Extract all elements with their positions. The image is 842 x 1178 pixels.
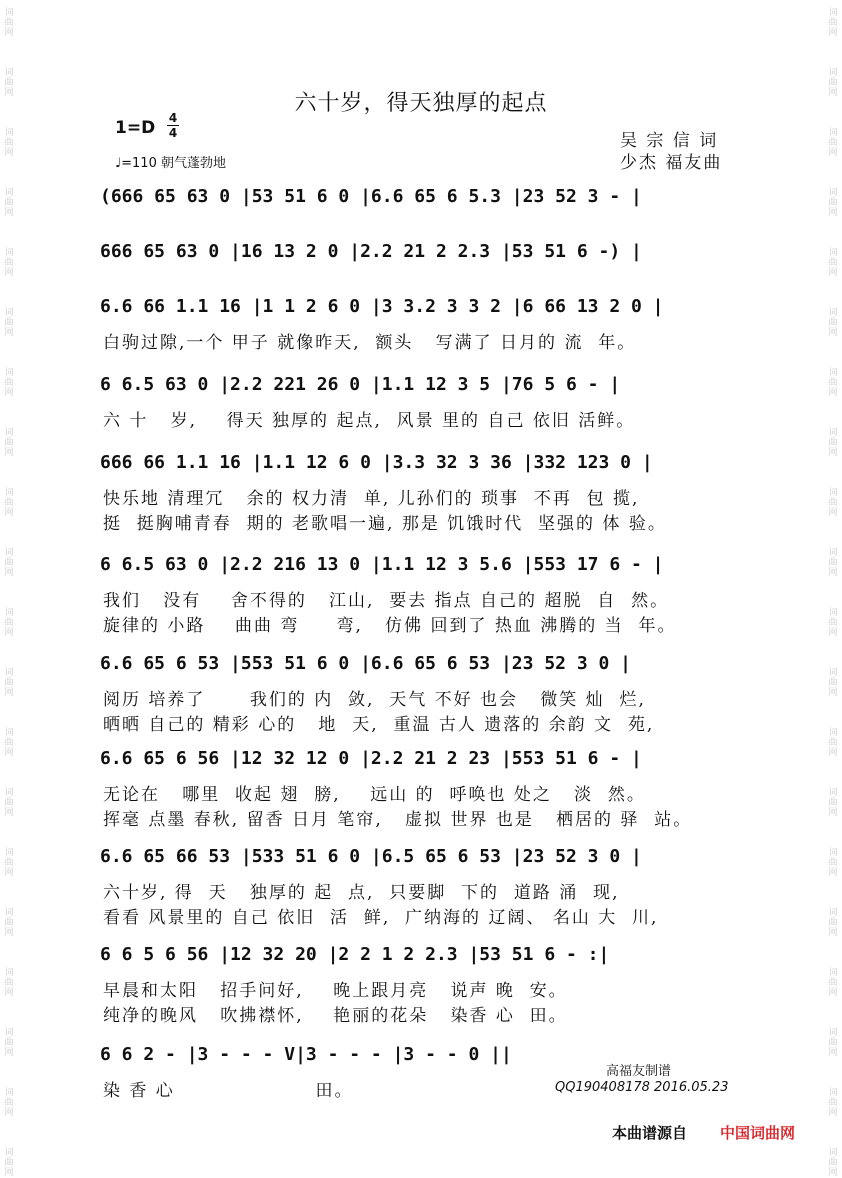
notation-line-6: 6 6.5 63 0 |2.2 216 13 0 |1.1 12 3 5.6 |553 17 6 - | (100, 554, 664, 575)
watermark-text: 词 曲 网 (4, 1028, 14, 1058)
notation-line-11: 6 6 2 - |3 - - - V|3 - - - |3 - - 0 || (100, 1044, 512, 1065)
watermark-text: 词 曲 网 (828, 188, 838, 218)
notation-maker: 高福友制谱 (606, 1064, 672, 1079)
watermark-text: 词 曲 网 (828, 68, 838, 98)
lyric-line-7-2: 晒晒 自己的 精彩 心的 地 天, 重温 古人 遗落的 余韵 文 苑, (103, 715, 655, 735)
lyricist-credit: 吴 宗 信 词 (620, 131, 719, 151)
lyric-line-11-1: 染 香 心 田。 (103, 1081, 354, 1101)
watermark-text: 词 曲 网 (4, 488, 14, 518)
lyric-line-8-1: 无论在 哪里 收起 翅 膀, 远山 的 呼唤也 处之 淡 然。 (103, 785, 646, 805)
lyric-line-10-2: 纯净的晚风 吹拂襟怀, 艳丽的花朵 染香 心 田。 (103, 1006, 568, 1026)
watermark-text: 词 曲 网 (828, 488, 838, 518)
watermark-text: 词 曲 网 (828, 8, 838, 38)
lyric-line-9-1: 六十岁, 得 天 独厚的 起 点, 只要脚 下的 道路 涌 现, (103, 883, 620, 903)
watermark-text: 词 曲 网 (4, 908, 14, 938)
watermark-text: 词 曲 网 (4, 188, 14, 218)
watermark-text: 词 曲 网 (828, 548, 838, 578)
watermark-text: 词 曲 网 (828, 248, 838, 278)
watermark-text: 词 曲 网 (4, 428, 14, 458)
tempo-marking: ♩=110 朝气蓬勃地 (115, 156, 226, 171)
lyric-line-4-1: 六 十 岁, 得天 独厚的 起点, 风景 里的 自己 依旧 活鲜。 (103, 411, 636, 431)
source-label: 本曲谱源自 (612, 1124, 688, 1142)
watermark-text: 词 曲 网 (828, 1148, 838, 1178)
notation-line-2: 666 65 63 0 |16 13 2 0 |2.2 21 2 2.3 |53 51 6 -) | (100, 241, 642, 262)
watermark-text: 词 曲 网 (828, 608, 838, 638)
watermark-text: 词 曲 网 (4, 368, 14, 398)
watermark-text: 词 曲 网 (4, 788, 14, 818)
time-signature-top: 4 (168, 111, 178, 125)
watermark-text: 词 曲 网 (828, 788, 838, 818)
composer-credit: 少杰 福友曲 (620, 153, 723, 173)
watermark-text: 词 曲 网 (4, 668, 14, 698)
lyric-line-5-1: 快乐地 清理冗 余的 权力清 单, 儿孙们的 琐事 不再 包 揽, (103, 489, 640, 509)
watermark-text: 词 曲 网 (4, 8, 14, 38)
watermark-text: 词 曲 网 (4, 968, 14, 998)
time-signature-bottom: 4 (168, 126, 178, 140)
lyric-line-3-1: 白驹过隙,一个 甲子 就像昨天, 额头 写满了 日月的 流 年。 (103, 333, 637, 353)
watermark-text: 词 曲 网 (828, 368, 838, 398)
notation-line-7: 6.6 65 6 53 |553 51 6 0 |6.6 65 6 53 |23 52 3 0 | (100, 653, 632, 674)
notation-line-10: 6 6 5 6 56 |12 32 20 |2 2 1 2 2.3 |53 51 6 - :| (100, 944, 610, 965)
watermark-text: 词 曲 网 (828, 668, 838, 698)
watermark-text: 词 曲 网 (828, 848, 838, 878)
lyric-line-9-2: 看看 风景里的 自己 依旧 活 鲜, 广纳海的 辽阔、 名山 大 川, (103, 908, 659, 928)
notation-line-8: 6.6 65 6 56 |12 32 12 0 |2.2 21 2 23 |553 51 6 - | (100, 748, 642, 769)
watermark-text: 词 曲 网 (828, 1088, 838, 1118)
watermark-text: 词 曲 网 (4, 848, 14, 878)
lyric-line-6-2: 旋律的 小路 曲曲 弯 弯, 仿佛 回到了 热血 沸腾的 当 年。 (103, 616, 677, 636)
notation-line-3: 6.6 66 1.1 16 |1 1 2 6 0 |3 3.2 3 3 2 |6 66 13 2 0 | (100, 296, 664, 317)
song-title: 六十岁，得天独厚的起点 (294, 91, 548, 116)
watermark-text: 词 曲 网 (4, 728, 14, 758)
watermark-text: 词 曲 网 (4, 1088, 14, 1118)
notation-line-4: 6 6.5 63 0 |2.2 221 26 0 |1.1 12 3 5 |76 5 6 - | (100, 374, 621, 395)
watermark-text: 词 曲 网 (828, 308, 838, 338)
watermark-text: 词 曲 网 (828, 428, 838, 458)
watermark-text: 词 曲 网 (828, 728, 838, 758)
notation-line-9: 6.6 65 66 53 |533 51 6 0 |6.5 65 6 53 |23 52 3 0 | (100, 846, 642, 867)
watermark-text: 词 曲 网 (4, 608, 14, 638)
key-signature: 1=D (115, 118, 156, 138)
site-name-link[interactable]: 中国词曲网 (720, 1124, 796, 1142)
time-signature (167, 112, 179, 139)
lyric-line-8-2: 挥毫 点墨 春秋, 留香 日月 笔帘, 虚拟 世界 也是 栖居的 驿 站。 (103, 810, 693, 830)
watermark-text: 词 曲 网 (4, 548, 14, 578)
watermark-text: 词 曲 网 (4, 68, 14, 98)
watermark-text: 词 曲 网 (828, 1028, 838, 1058)
lyric-line-5-2: 挺 挺胸哺青春 期的 老歌唱一遍, 那是 饥饿时代 坚强的 体 验。 (103, 514, 667, 534)
notation-line-5: 666 66 1.1 16 |1.1 12 6 0 |3.3 32 3 36 |332 123 0 | (100, 452, 653, 473)
watermark-text: 词 曲 网 (828, 908, 838, 938)
right-watermark-column (826, 0, 840, 1178)
lyric-line-10-1: 早晨和太阳 招手问好, 晚上跟月亮 说声 晚 安。 (103, 981, 568, 1001)
notation-line-1: (666 65 63 0 |53 51 6 0 |6.6 65 6 5.3 |23 52 3 - | (100, 186, 642, 207)
watermark-text: 词 曲 网 (828, 968, 838, 998)
qq-date: QQ190408178 2016.05.23 (555, 1080, 729, 1095)
watermark-text: 词 曲 网 (4, 248, 14, 278)
watermark-text: 词 曲 网 (4, 308, 14, 338)
watermark-text: 词 曲 网 (4, 1148, 14, 1178)
lyric-line-7-1: 阅历 培养了 我们的 内 敛, 天气 不好 也会 微笑 灿 烂, (103, 690, 646, 710)
lyric-line-6-1: 我们 没有 舍不得的 江山, 要去 指点 自己的 超脱 自 然。 (103, 591, 670, 611)
left-watermark-column (2, 0, 16, 1178)
watermark-text: 词 曲 网 (4, 128, 14, 158)
watermark-text: 词 曲 网 (828, 128, 838, 158)
